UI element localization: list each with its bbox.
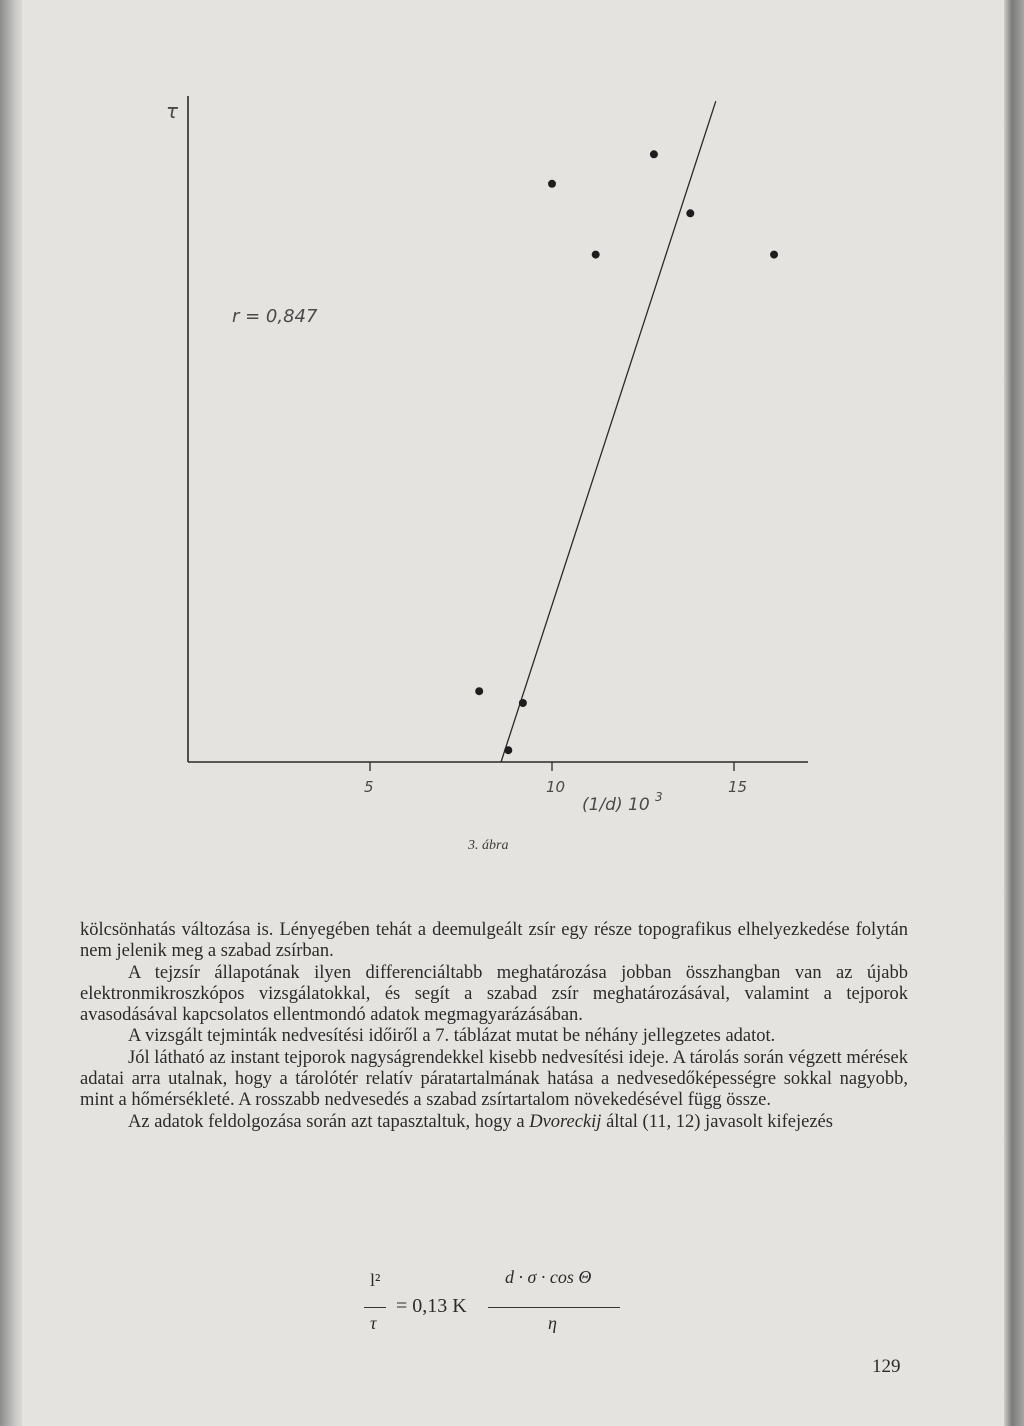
data-points xyxy=(475,150,778,754)
formula-equals: = 0,13 K xyxy=(396,1295,467,1317)
paragraph-1: kölcsönhatás változása is. Lényegében tehát a deemulgeált zsír egy része topografikus elhelyezkedése folytán nem jelenik meg a szabad zsírban. xyxy=(80,920,908,962)
author-name: Dvoreckij xyxy=(529,1111,602,1132)
formula-lhs-denominator: τ xyxy=(370,1313,377,1333)
x-tick-labels xyxy=(364,778,747,796)
paragraph-5-end: által (11, 12) javasolt kifejezés xyxy=(606,1111,833,1132)
x-tick-label: 10 xyxy=(546,778,566,796)
formula xyxy=(360,1267,660,1340)
x-axis-label xyxy=(582,790,663,815)
regression-line xyxy=(501,101,716,762)
y-axis-label: τ xyxy=(166,99,179,123)
figure-caption: 3. ábra xyxy=(468,838,509,853)
data-point xyxy=(650,150,658,158)
data-point xyxy=(770,251,778,259)
body-text xyxy=(80,920,908,1133)
data-point xyxy=(548,180,556,188)
formula-rhs-numerator: d · σ · cos Θ xyxy=(505,1267,592,1287)
data-point xyxy=(592,251,600,259)
formula-lhs-numerator: l² xyxy=(370,1270,381,1290)
data-point xyxy=(504,746,512,754)
correlation-label: r = 0,847 xyxy=(232,306,318,327)
data-point xyxy=(519,699,527,707)
data-point xyxy=(686,209,694,217)
paragraph-5 xyxy=(80,1112,908,1133)
paragraph-2: A tejzsír állapotának ilyen differenciáltabb meghatározása jobban összhangban van az újabb elektronmikroszkópos vizsgálatokkal, és segít a szabad zsír meghatározásával, valamint a tejporok avasodásával kapcsolatos ellentmondó adatok megmagyarázásában. xyxy=(80,962,908,1026)
paragraph-4: Jól látható az instant tejporok nagyságrendekkel kisebb nedvesítési ideje. A tárolás során végzett mérések adatai arra utalnak, hogy a tárolótér relatív páratartalmának hatása a nedvesedőképességre sokkal nagyobb, mint a hőmérsékleté. A rosszabb nedvesedés a szabad zsírtartalom növekedésével függ össze. xyxy=(80,1047,908,1111)
page-number: 129 xyxy=(872,1356,901,1377)
x-axis-label-exponent: 3 xyxy=(655,790,663,804)
x-tick-label: 15 xyxy=(728,778,748,796)
formula-rhs-denominator: η xyxy=(548,1313,557,1333)
x-ticks xyxy=(370,762,734,771)
x-tick-label: 5 xyxy=(364,778,374,796)
paragraph-3: A vizsgált tejminták nedvesítési időiről a 7. táblázat mutat be néhány jellegzetes adatot. xyxy=(128,1026,776,1047)
formula-rhs-fraction-bar xyxy=(488,1307,620,1308)
paragraph-5-start: Az adatok feldolgozása során azt tapasztaltuk, hogy a xyxy=(128,1111,525,1132)
data-point xyxy=(475,687,483,695)
x-axis-label-base: (1/d) 10 xyxy=(582,795,650,815)
formula-lhs-fraction-bar xyxy=(364,1307,386,1308)
